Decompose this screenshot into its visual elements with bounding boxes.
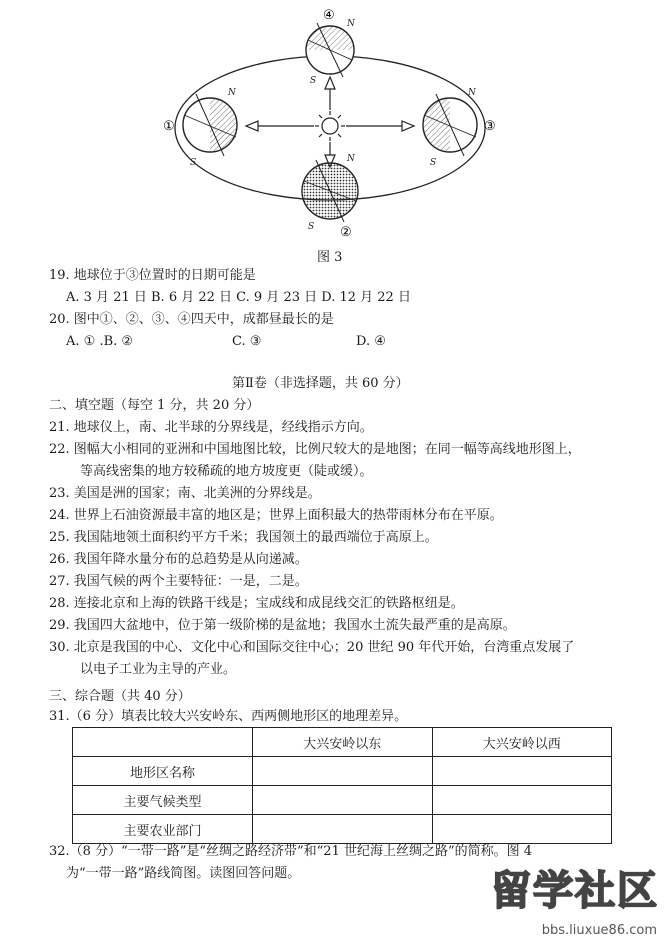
table-answer-cell[interactable] xyxy=(253,786,433,815)
position-label-4: ④ xyxy=(323,8,335,23)
question-20-option-d: D. ④ xyxy=(356,334,386,349)
table-answer-cell[interactable] xyxy=(432,757,612,786)
earth-orbit-figure xyxy=(150,5,510,240)
pole-s-label: S xyxy=(430,158,437,168)
table-header-cell: 大兴安岭以西 xyxy=(432,728,612,757)
fill-item-continuation: 等高线密集的地方较稀疏的地方坡度更（陡或缓）。 xyxy=(80,464,373,479)
pole-n-label: N xyxy=(468,88,476,98)
watermark-logo: 留学社区 xyxy=(491,868,659,914)
pole-n-label: N xyxy=(228,88,236,98)
sun-icon xyxy=(315,111,345,141)
part-2-title: 第Ⅱ卷（非选择题，共 60 分） xyxy=(232,376,409,391)
pole-s-label: S xyxy=(308,222,315,232)
fill-item: 22. 图幅大小相同的亚洲和中国地图比较，比例尺较大的是地图；在同一幅等高线地形图上， xyxy=(49,442,581,457)
table-answer-cell[interactable] xyxy=(432,815,612,844)
fill-item: 23. 美国是洲的国家；南、北美洲的分界线是。 xyxy=(49,486,321,501)
globe-position-3 xyxy=(423,94,477,156)
fill-item-continuation: 以电子工业为主导的产业。 xyxy=(80,662,237,677)
table-row xyxy=(73,786,612,815)
table-answer-cell[interactable] xyxy=(432,786,612,815)
table-answer-cell[interactable] xyxy=(253,757,433,786)
fill-item: 21. 地球仪上，南、北半球的分界线是，经线指示方向。 xyxy=(49,420,373,435)
fill-item: 29. 我国四大盆地中，位于第一级阶梯的是盆地；我国水土流失最严重的是高原。 xyxy=(49,618,516,633)
watermark-url: bbs.liuxue86.com xyxy=(541,923,657,938)
table-header-cell: 大兴安岭以东 xyxy=(253,728,433,757)
fill-item: 28. 连接北京和上海的铁路干线是；宝成线和成昆线交汇的铁路枢纽是。 xyxy=(49,596,464,611)
table-row xyxy=(73,815,612,844)
section-3-title: 三、综合题（共 40 分） xyxy=(49,689,191,704)
comparison-table xyxy=(72,727,612,844)
fill-item: 26. 我国年降水量分布的总趋势是从向递减。 xyxy=(49,552,308,567)
position-label-3: ③ xyxy=(484,119,496,134)
globe-position-1 xyxy=(183,94,237,156)
fill-item: 24. 世界上石油资源最丰富的地区是；世界上面积最大的热带雨林分布在平原。 xyxy=(49,508,503,523)
table-answer-cell[interactable] xyxy=(253,815,433,844)
pole-n-label: N xyxy=(347,19,355,29)
position-label-2: ② xyxy=(340,225,352,240)
globe-position-2 xyxy=(302,160,358,222)
fill-item: 27. 我国气候的两个主要特征：一是，二是。 xyxy=(49,574,308,589)
fill-item: 25. 我国陆地领土面积约平方千米；我国领土的最西端位于高原上。 xyxy=(49,530,438,545)
table-row-label: 主要气候类型 xyxy=(73,786,253,815)
question-20-option-c: C. ③ xyxy=(232,334,262,349)
table-row-label: 地形区名称 xyxy=(73,757,253,786)
pole-n-label: N xyxy=(347,154,355,164)
question-20-option-ab: A. ① .B. ② xyxy=(66,334,134,349)
question-19-stem: 19. 地球位于③位置时的日期可能是 xyxy=(49,268,256,283)
pole-s-label: S xyxy=(190,158,197,168)
question-32-line-1: 32.（8 分）“一带一路”是“丝绸之路经济带”和“21 世纪海上丝绸之路”的简称。图 4 xyxy=(49,844,533,859)
fill-item: 30. 北京是我国的中心、文化中心和国际交往中心；20 世纪 90 年代开始，台湾重点发展了 xyxy=(49,640,575,655)
section-2-title: 二、填空题（每空 1 分，共 20 分） xyxy=(49,398,260,413)
table-header-cell xyxy=(73,728,253,757)
pole-s-label: S xyxy=(310,76,317,86)
table-row xyxy=(73,757,612,786)
globe-position-4 xyxy=(306,23,354,77)
figure-caption: 图 3 xyxy=(317,250,343,265)
table-row-label: 主要农业部门 xyxy=(73,815,253,844)
question-19-options: A. 3 月 21 日 B. 6 月 22 日 C. 9 月 23 日 D. 12 月 22 日 xyxy=(66,290,411,305)
question-31-stem: 31.（6 分）填表比较大兴安岭东、西两侧地形区的地理差异。 xyxy=(49,709,408,724)
position-label-1: ① xyxy=(163,119,175,134)
table-header-row xyxy=(73,728,612,757)
question-20-stem: 20. 图中①、②、③、④四天中，成都昼最长的是 xyxy=(49,312,334,327)
question-32-line-2: 为“一带一路”路线简图。读图回答问题。 xyxy=(66,866,301,881)
